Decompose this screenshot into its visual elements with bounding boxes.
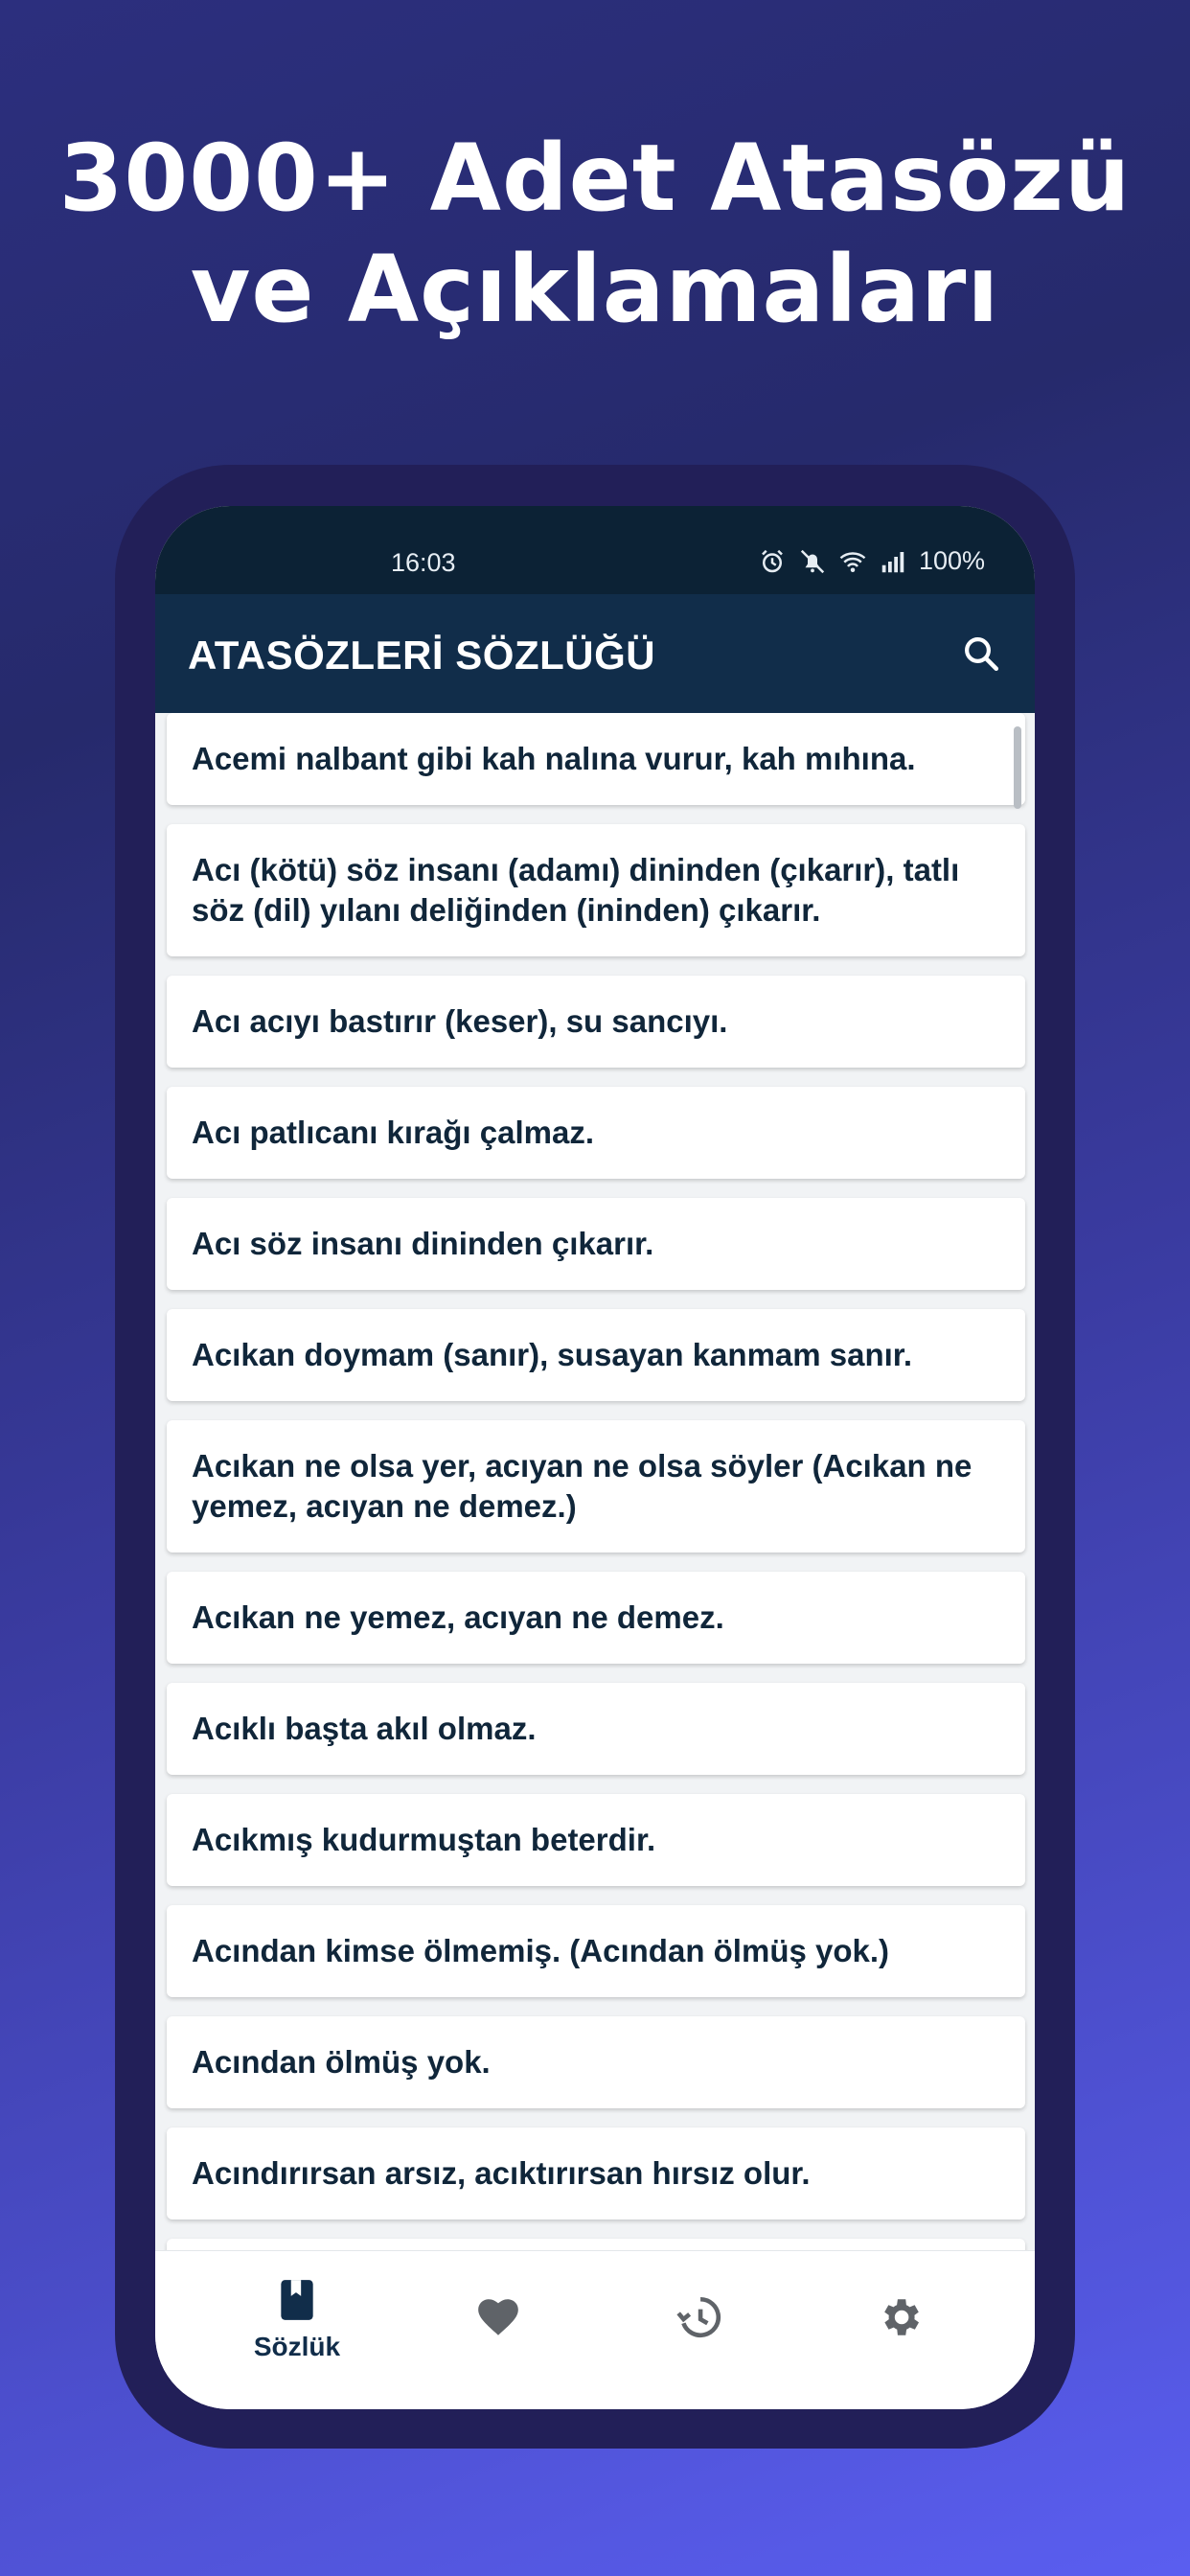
status-bar bbox=[155, 506, 1035, 594]
heart-icon bbox=[474, 2293, 522, 2341]
promo-line-2: ve Açıklamaları bbox=[190, 236, 1000, 343]
app-title: ATASÖZLERİ SÖZLÜĞÜ bbox=[188, 632, 656, 678]
proverb-item[interactable] bbox=[167, 2239, 1025, 2250]
status-time: 16:03 bbox=[391, 548, 456, 577]
nav-label-dictionary: Sözlük bbox=[253, 2332, 341, 2361]
mute-icon bbox=[798, 547, 827, 576]
proverb-item[interactable]: Acı söz insanı dininden çıkarır. bbox=[167, 1198, 1025, 1290]
proverb-item[interactable]: Acıkmış kudurmuştan beterdir. bbox=[167, 1794, 1025, 1886]
proverb-item[interactable]: Acından kimse ölmemiş. (Acından ölmüş yok.) bbox=[167, 1905, 1025, 1997]
search-icon bbox=[961, 633, 1001, 674]
wifi-icon bbox=[838, 547, 867, 576]
proverb-item[interactable]: Acemi nalbant gibi kah nalına vurur, kah mıhına. bbox=[167, 713, 1025, 805]
search-button[interactable] bbox=[950, 623, 1012, 684]
app-bar bbox=[155, 594, 1035, 713]
alarm-icon bbox=[758, 547, 787, 576]
proverb-item[interactable]: Acı (kötü) söz insanı (adamı) dininden (çıkarır), tatlı söz (dil) yılanı deliğinden (ininden) çıkarır. bbox=[167, 824, 1025, 956]
promo-line-1: 3000+ Adet Atasözü bbox=[58, 125, 1132, 232]
proverb-item[interactable]: Acıklı başta akıl olmaz. bbox=[167, 1683, 1025, 1775]
nav-item-dictionary[interactable] bbox=[225, 2276, 369, 2362]
signal-icon bbox=[879, 547, 907, 576]
scrollbar-thumb[interactable] bbox=[1014, 726, 1021, 809]
promo-headline bbox=[0, 123, 1190, 345]
bottom-navigation bbox=[155, 2250, 1035, 2409]
nav-item-settings[interactable] bbox=[828, 2293, 972, 2341]
proverb-item[interactable]: Acı patlıcanı kırağı çalmaz. bbox=[167, 1087, 1025, 1179]
book-icon bbox=[273, 2276, 321, 2324]
proverb-item[interactable]: Acı acıyı bastırır (keser), su sancıyı. bbox=[167, 976, 1025, 1068]
nav-item-history[interactable] bbox=[627, 2293, 770, 2341]
battery-level: 100% bbox=[918, 546, 985, 575]
phone-screen bbox=[155, 506, 1035, 2409]
history-icon bbox=[675, 2293, 722, 2341]
proverb-item[interactable]: Acından ölmüş yok. bbox=[167, 2016, 1025, 2108]
status-icons bbox=[758, 546, 985, 576]
proverb-item[interactable]: Acıkan doymam (sanır), susayan kanmam sanır. bbox=[167, 1309, 1025, 1401]
proverb-item[interactable]: Acındırırsan arsız, acıktırırsan hırsız olur. bbox=[167, 2128, 1025, 2220]
proverb-item[interactable]: Acıkan ne olsa yer, acıyan ne olsa söyler (Acıkan ne yemez, acıyan ne demez.) bbox=[167, 1420, 1025, 1552]
proverb-item[interactable]: Acıkan ne yemez, acıyan ne demez. bbox=[167, 1572, 1025, 1664]
nav-item-favorites[interactable] bbox=[426, 2293, 570, 2341]
proverb-list[interactable] bbox=[155, 713, 1035, 2250]
gear-icon bbox=[876, 2293, 924, 2341]
